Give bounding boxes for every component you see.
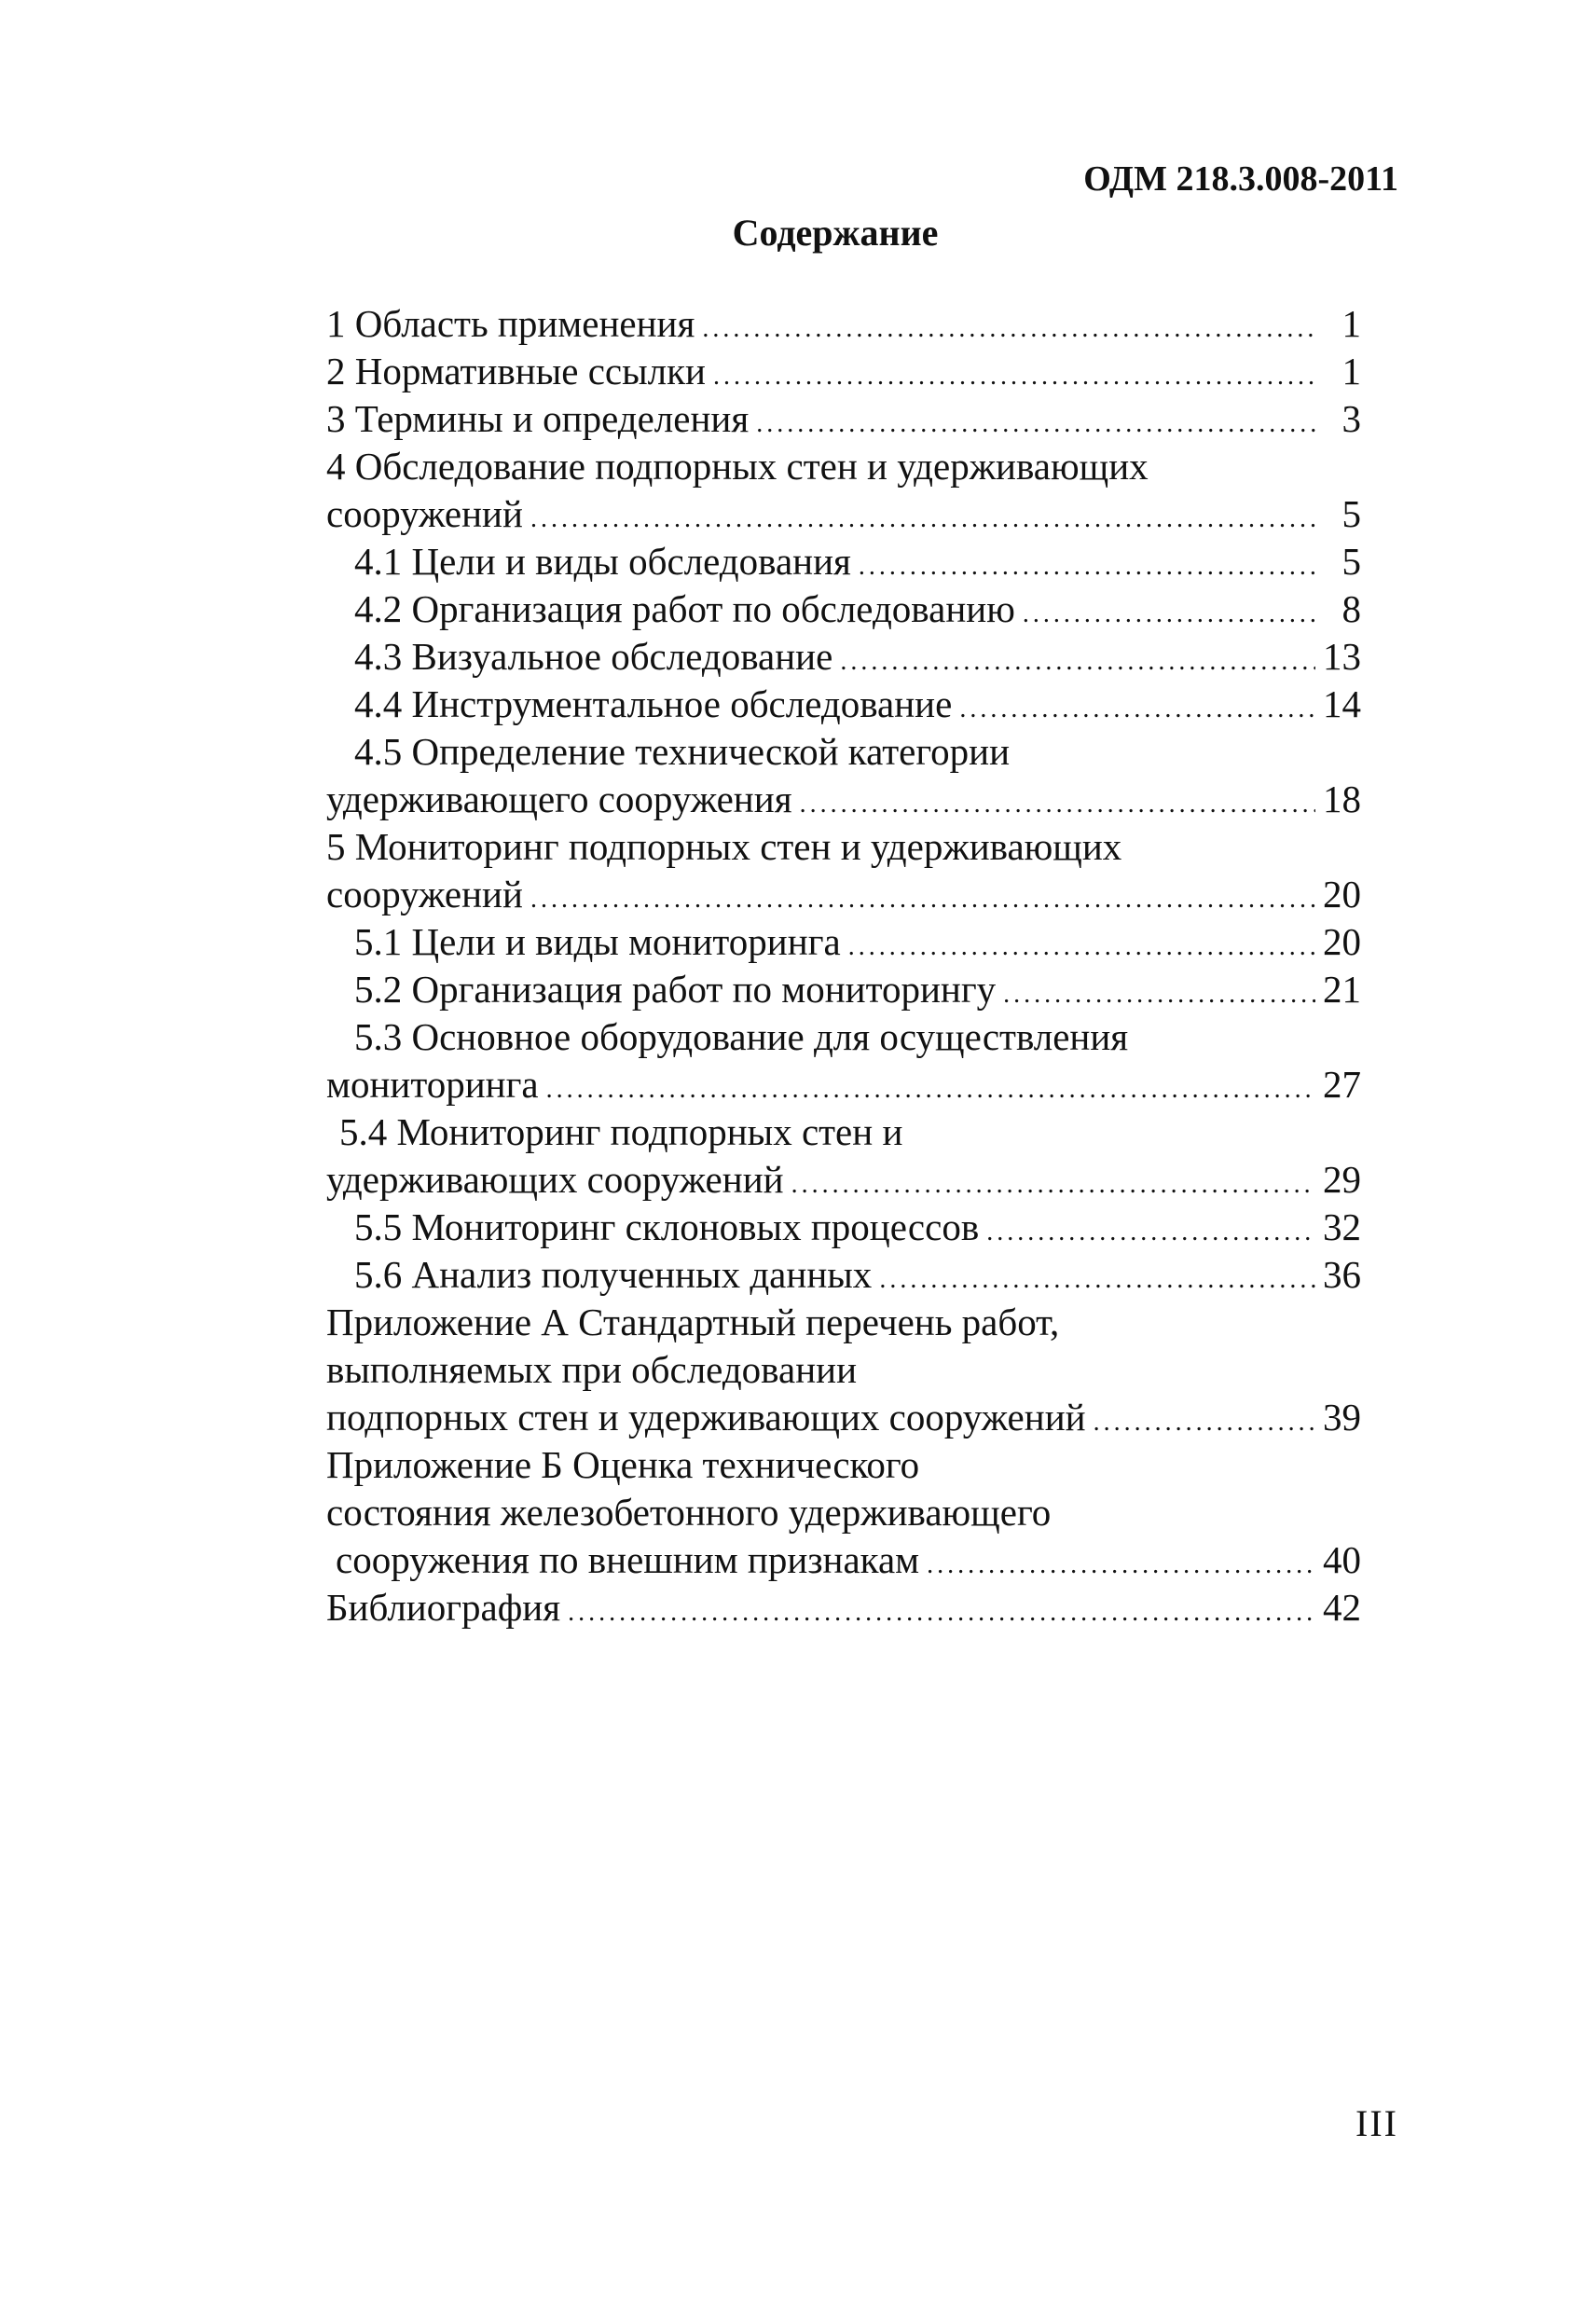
toc-entry-text: 5 Мониторинг подпорных стен и удерживающих — [326, 825, 1122, 868]
toc-entry-text: 5.1 Цели и виды мониторинга — [354, 920, 841, 963]
toc-dot-leader — [568, 1589, 1315, 1636]
toc-subentry[interactable] — [326, 538, 1361, 585]
toc-entry-page: 39 — [1323, 1396, 1361, 1439]
table-of-contents — [326, 300, 1361, 1631]
toc-dot-leader — [530, 875, 1315, 923]
toc-entry-page: 42 — [1323, 1586, 1361, 1629]
toc-entry-text: сооружений — [326, 873, 523, 916]
toc-entry-text: 4 Обследование подпорных стен и удерживающих — [326, 445, 1149, 488]
toc-entry-text: сооружения по внешним признакам — [336, 1538, 920, 1581]
toc-dot-leader — [959, 685, 1315, 733]
toc-subentry[interactable] — [326, 585, 1361, 633]
toc-dot-leader — [859, 543, 1316, 590]
toc-subentry-continued[interactable] — [326, 1108, 1361, 1156]
toc-entry-page: 40 — [1323, 1538, 1361, 1581]
toc-entry-text: 2 Нормативные ссылки — [326, 350, 706, 392]
toc-entry[interactable] — [326, 1536, 1361, 1584]
toc-entry-page: 20 — [1323, 873, 1361, 916]
toc-entry-text: мониторинга — [326, 1063, 539, 1106]
toc-entry-page: 3 — [1341, 397, 1361, 440]
toc-entry-text: 5.6 Анализ полученных данных — [354, 1253, 873, 1296]
toc-entry-page: 5 — [1341, 492, 1361, 535]
toc-entry-text: выполняемых при обследовании — [326, 1348, 858, 1391]
toc-entry-text: 4.3 Визуальное обследование — [354, 635, 833, 678]
document-code: ОДМ 218.3.008-2011 — [1083, 159, 1398, 199]
toc-entry-text: подпорных стен и удерживающих сооружений — [326, 1396, 1086, 1439]
toc-subentry[interactable] — [326, 681, 1361, 728]
toc-entry-text: 4.4 Инструментальное обследование — [354, 682, 953, 725]
toc-dot-leader — [879, 1256, 1315, 1303]
toc-entry[interactable] — [326, 395, 1361, 443]
toc-entry-text: 4.2 Организация работ по обследованию — [354, 587, 1015, 630]
toc-dot-leader — [1003, 971, 1315, 1018]
toc-dot-leader — [546, 1066, 1315, 1113]
toc-entry[interactable] — [326, 490, 1361, 538]
toc-dot-leader — [1023, 590, 1316, 638]
toc-entry-text: 5.2 Организация работ по мониторингу — [354, 968, 997, 1011]
toc-entry-text: удерживающих сооружений — [326, 1158, 784, 1201]
toc-entry-page: 14 — [1323, 682, 1361, 725]
toc-dot-leader — [713, 352, 1316, 400]
toc-entry-page: 8 — [1341, 587, 1361, 630]
toc-subentry-continued[interactable] — [326, 1013, 1361, 1061]
toc-dot-leader — [927, 1541, 1315, 1589]
toc-entry-continued[interactable] — [326, 1346, 1361, 1394]
toc-subentry[interactable] — [326, 1204, 1361, 1251]
toc-entry-page: 32 — [1323, 1205, 1361, 1248]
toc-entry-text: Приложение Б Оценка технического — [326, 1443, 920, 1486]
toc-subentry[interactable] — [326, 966, 1361, 1013]
toc-subentry[interactable] — [326, 918, 1361, 966]
toc-entry-text: сооружений — [326, 492, 523, 535]
toc-entry-text: 4.1 Цели и виды обследования — [354, 540, 851, 583]
toc-entry-page: 29 — [1323, 1158, 1361, 1201]
toc-dot-leader — [848, 923, 1315, 971]
toc-dot-leader — [530, 495, 1316, 543]
page-number: III — [1355, 2102, 1398, 2144]
toc-entry[interactable] — [326, 1061, 1361, 1108]
toc-entry-continued[interactable] — [326, 443, 1361, 490]
toc-entry-page: 18 — [1323, 778, 1361, 820]
toc-entry[interactable] — [326, 1584, 1361, 1631]
toc-dot-leader — [800, 780, 1315, 828]
toc-subentry-continued[interactable] — [326, 728, 1361, 776]
toc-dot-leader — [791, 1161, 1315, 1208]
toc-entry[interactable] — [326, 348, 1361, 395]
toc-entry-continued[interactable] — [326, 1489, 1361, 1536]
toc-dot-leader — [756, 400, 1316, 447]
toc-entry-page: 27 — [1323, 1063, 1361, 1106]
toc-dot-leader — [1094, 1398, 1315, 1446]
toc-entry-continued[interactable] — [326, 823, 1361, 871]
toc-entry-page: 1 — [1341, 350, 1361, 392]
toc-entry[interactable] — [326, 871, 1361, 918]
toc-entry-continued[interactable] — [326, 1299, 1361, 1346]
toc-entry-text: удерживающего сооружения — [326, 778, 792, 820]
toc-entry[interactable] — [326, 300, 1361, 348]
toc-dot-leader — [840, 638, 1315, 685]
toc-entry-text: 5.3 Основное оборудование для осуществления — [354, 1015, 1129, 1058]
toc-entry-text: Библиография — [326, 1586, 561, 1629]
toc-entry-page: 20 — [1323, 920, 1361, 963]
toc-entry-page: 13 — [1323, 635, 1361, 678]
toc-entry-page: 5 — [1341, 540, 1361, 583]
toc-entry-text: Приложение А Стандартный перечень работ, — [326, 1301, 1060, 1343]
toc-dot-leader — [986, 1208, 1315, 1256]
toc-entry[interactable] — [326, 776, 1361, 823]
toc-entry-text: 3 Термины и определения — [326, 397, 750, 440]
toc-entry-text: 1 Область применения — [326, 302, 695, 345]
toc-dot-leader — [702, 305, 1316, 352]
toc-subentry[interactable] — [326, 1251, 1361, 1299]
toc-subentry[interactable] — [326, 633, 1361, 681]
toc-entry-continued[interactable] — [326, 1441, 1361, 1489]
toc-entry-page: 1 — [1341, 302, 1361, 345]
toc-entry-text: 4.5 Определение технической категории — [354, 730, 1011, 773]
toc-entry-text: 5.4 Мониторинг подпорных стен и — [339, 1110, 903, 1153]
toc-entry-page: 36 — [1323, 1253, 1361, 1296]
toc-entry[interactable] — [326, 1394, 1361, 1441]
toc-entry-text: состояния железобетонного удерживающего — [326, 1491, 1052, 1534]
toc-title: Содержание — [732, 212, 939, 254]
toc-entry[interactable] — [326, 1156, 1361, 1204]
toc-entry-page: 21 — [1323, 968, 1361, 1011]
toc-entry-text: 5.5 Мониторинг склоновых процессов — [354, 1205, 980, 1248]
